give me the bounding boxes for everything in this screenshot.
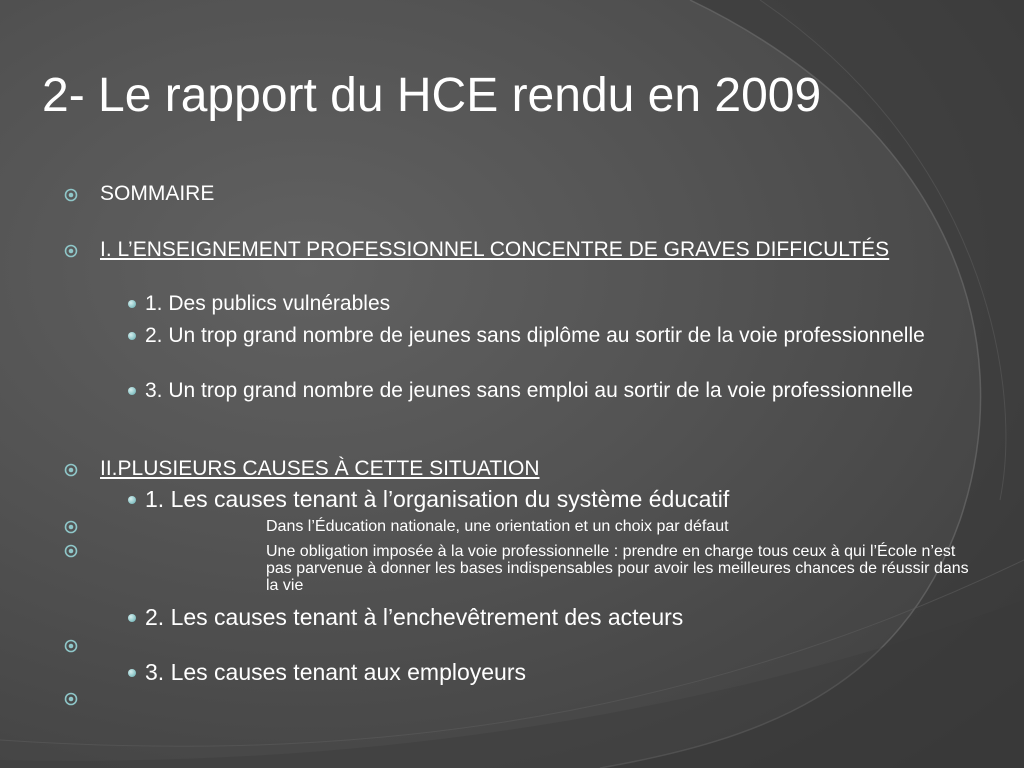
circle-bullet-icon — [64, 544, 78, 558]
section-heading-text: I. L’ENSEIGNEMENT PROFESSIONNEL CONCENTRE DE GRAVES DIFFICULTÉS — [100, 238, 890, 261]
list-item-text: 2. Un trop grand nombre de jeunes sans diplôme au sortir de la voie professionnelle — [145, 324, 925, 347]
circle-bullet-icon — [64, 639, 78, 653]
round-bullet-icon — [128, 387, 136, 395]
slide-title: 2- Le rapport du HCE rendu en 2009 — [42, 69, 822, 122]
circle-bullet-icon — [64, 244, 78, 258]
circle-bullet-icon — [64, 692, 78, 706]
circle-bullet-icon — [64, 520, 78, 534]
list-item-text: 1. Des publics vulnérables — [145, 292, 391, 315]
list-item-text: Une obligation imposée à la voie professionnelle : prendre en charge tous ceux à qui l’École n’est pas parvenue à donner les bases indispensables pour avoir les meilleures chances de réussir dans la vie — [266, 543, 969, 594]
round-bullet-icon — [128, 332, 136, 340]
list-item — [100, 182, 920, 206]
section-heading-2 — [100, 457, 920, 481]
round-bullet-icon — [128, 496, 136, 504]
list-item — [145, 486, 945, 512]
list-item — [145, 659, 945, 685]
round-bullet-icon — [128, 669, 136, 677]
round-bullet-icon — [128, 614, 136, 622]
list-item-text: 1. Les causes tenant à l’organisation du système éducatif — [145, 486, 730, 512]
circle-bullet-icon — [64, 188, 78, 202]
list-item — [266, 543, 976, 594]
list-item-text: 2. Les causes tenant à l’enchevêtrement des acteurs — [145, 604, 684, 630]
section-heading-text: II.PLUSIEURS CAUSES À CETTE SITUATION — [100, 457, 540, 480]
list-item — [266, 518, 976, 535]
list-item — [145, 604, 945, 630]
list-item — [145, 324, 935, 348]
circle-bullet-icon — [64, 463, 78, 477]
list-item-text: 3. Les causes tenant aux employeurs — [145, 659, 527, 685]
list-item-text: Dans l’Éducation nationale, une orientation et un choix par défaut — [266, 518, 729, 535]
sommaire-label: SOMMAIRE — [100, 182, 215, 205]
list-item — [145, 292, 945, 316]
round-bullet-icon — [128, 300, 136, 308]
list-item-text: 3. Un trop grand nombre de jeunes sans emploi au sortir de la voie professionnelle — [145, 379, 914, 402]
list-item — [145, 379, 935, 403]
section-heading-1 — [100, 238, 920, 262]
